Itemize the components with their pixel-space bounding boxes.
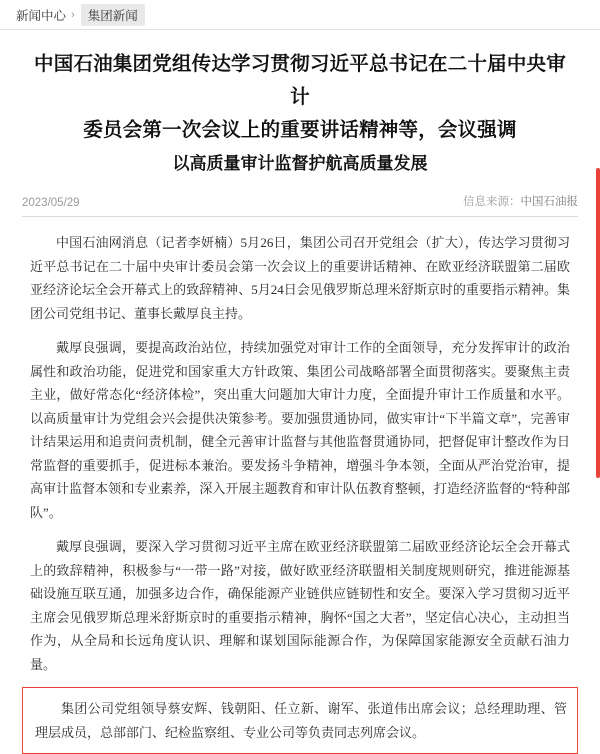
article-paragraph: 戴厚良强调，要深入学习贯彻习近平主席在欧亚经济联盟第二届欧亚经济论坛全会开幕式上的致辞精神，积极参与“一带一路”对接，做好欧亚经济联盟相关制度规则研究，推进能源基础设施互联互通，加强多边合作，确保能源产业链供应链韧性和安全。要深入学习贯彻习近平主席会见俄罗斯总理米舒斯京时的重要指示精神，胸怀“国之大者”，坚定信心决心，主动担当作为，从全局和长远角度认识、理解和谋划国际能源合作，为保障国家能源安全贡献石油力量。 [30,539,570,672]
highlighted-paragraph: 集团公司党组领导蔡安辉、钱朝阳、任立新、谢军、张道伟出席会议；总经理助理、管理层成员，总部部门、纪检监察组、专业公司等负责同志列席会议。 [35,701,567,740]
page-title-line-2: 委员会第一次会议上的重要讲话精神等，会议强调 [83,120,517,141]
highlighted-paragraph-box [22,687,578,754]
article-paragraph: 中国石油网消息（记者李妍楠）5月26日，集团公司召开党组会（扩大），传达学习贯彻习近平总书记在二十届中央审计委员会第一次会议上的重要讲话精神、在欧亚经济联盟第二届欧亚经济论坛全会开幕式上的致辞精神、5月24日会见俄罗斯总理米舒斯京时的重要指示精神。集团公司党组书记、董事长戴厚良主持。 [30,235,570,321]
page-subtitle: 以高质量审计监督护航高质量发展 [172,154,428,173]
scrollbar-thumb[interactable] [596,168,600,478]
scrollbar-track[interactable] [595,0,600,646]
breadcrumb [0,0,600,30]
article-source [463,193,578,209]
source-name: 中国石油报 [520,196,578,208]
page-title-line-1: 中国石油集团党组传达学习贯彻习近平总书记在二十届中央审计 [34,54,566,108]
article-meta [22,193,578,217]
breadcrumb-item-news-center[interactable]: 新闻中心 [16,8,67,23]
article-body [0,217,600,676]
article-paragraph: 戴厚良强调，要提高政治站位，持续加强党对审计工作的全面领导，充分发挥审计的政治属性和政治功能，促进党和国家重大方针政策、集团公司战略部署全面贯彻落实。要聚焦主责主业，做好常态化“经济体检”，突出重大问题加大审计力度，全面提升审计工作质量和水平。以高质量审计为党组会兴会提供决策参考。要加强贯通协同，做实审计“下半篇文章”，完善审计结果运用和追责问责机制，健全元善审计监督与其他监督贯通协同，把督促审计整改作为日常监督的重要抓手，促进标本兼治。要发扬斗争精神，增强斗争本领，全面从严治党治审，提高审计监督本领和专业素养，深入开展主题教育和审计队伍教育整顿，打造经济监督的“特种部队”。 [30,340,570,520]
breadcrumb-item-group-news[interactable]: 集团新闻 [81,4,145,26]
source-label: 信息来源： [463,196,521,208]
article-header [0,30,600,179]
chevron-right-icon: › [71,8,75,21]
publish-date: 2023/05/29 [22,197,80,209]
